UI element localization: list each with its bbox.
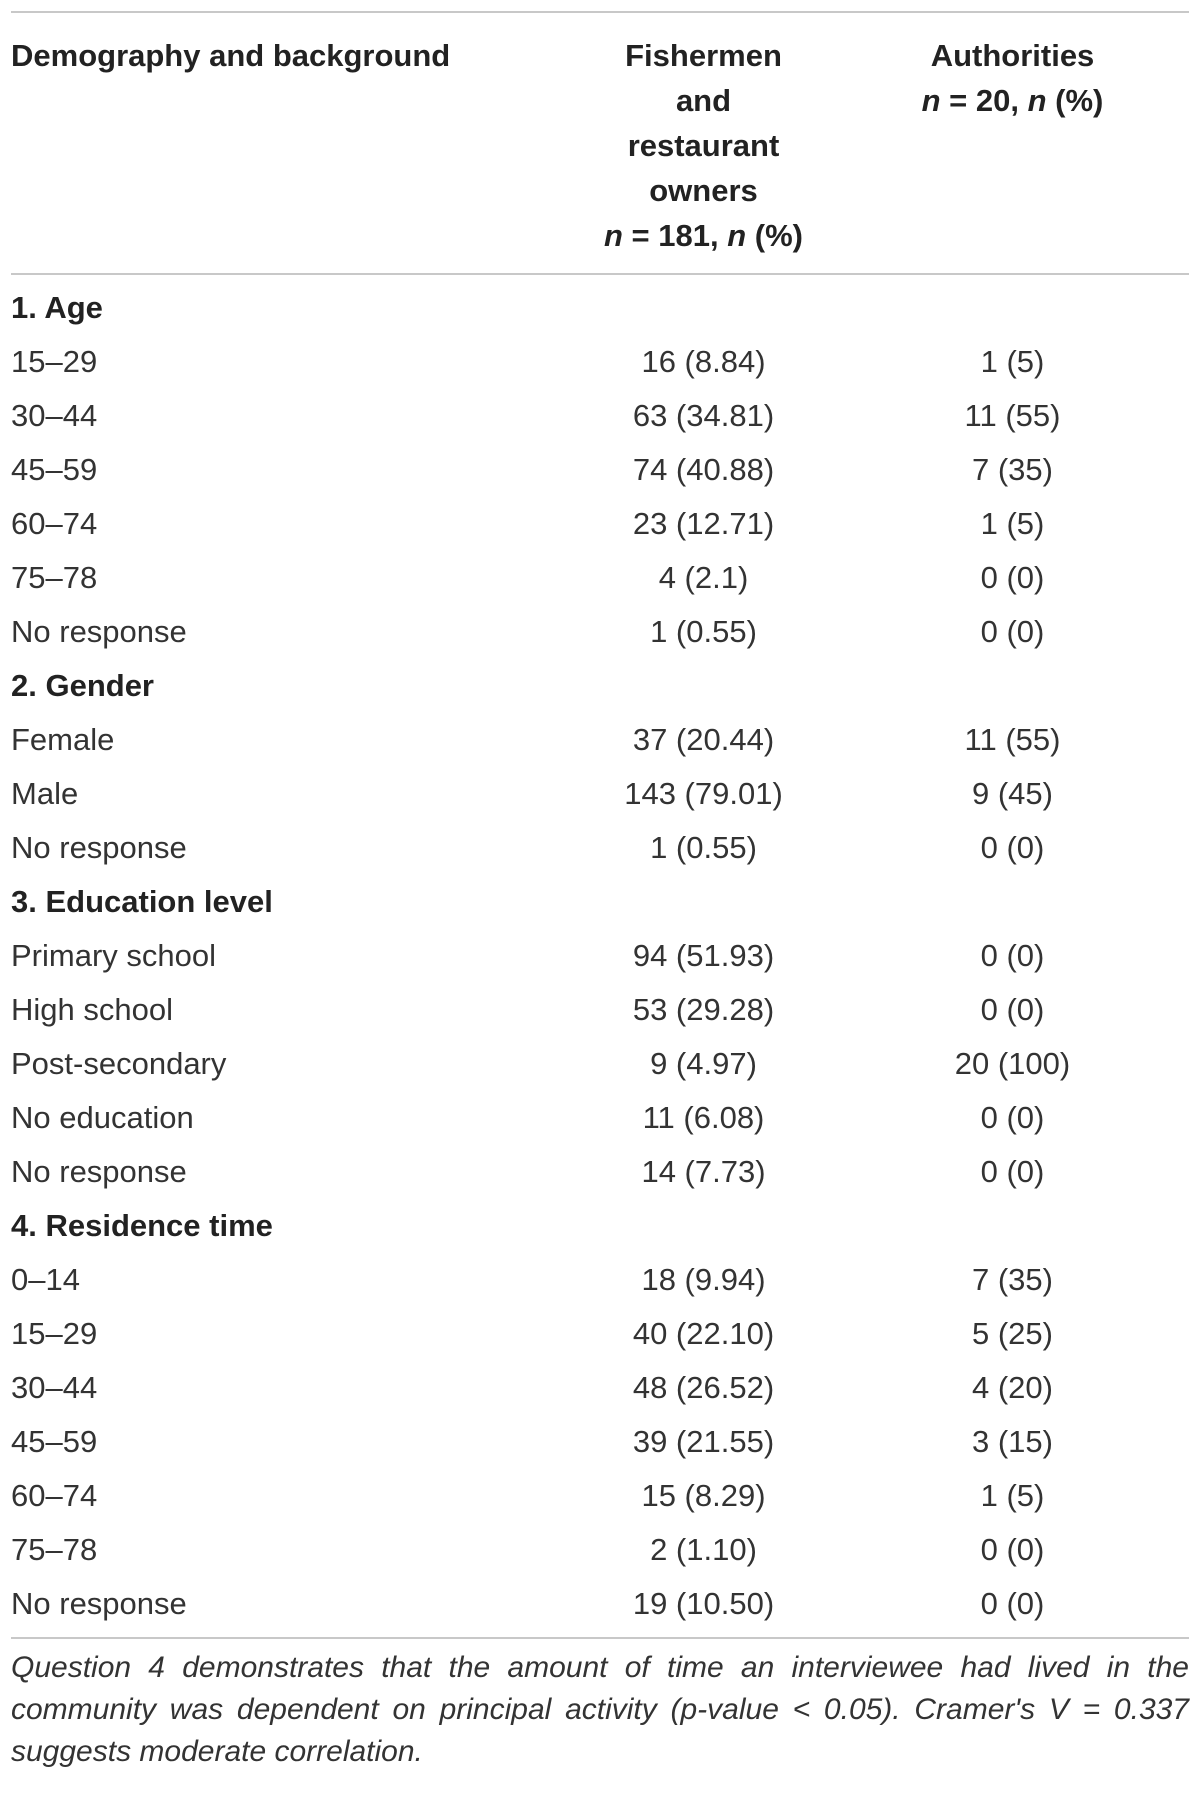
fishermen-value: 48 (26.52) <box>632 1370 775 1405</box>
section-heading <box>11 875 1189 929</box>
authorities-value: 0 (0) <box>980 992 1045 1027</box>
demography-table <box>11 0 1189 1773</box>
header-authorities-n: n = 20, n (%) <box>921 83 1104 118</box>
row-label: No education <box>11 1100 194 1135</box>
table-row <box>11 1577 1189 1631</box>
authorities-value: 5 (25) <box>972 1316 1053 1351</box>
fishermen-value: 4 (2.1) <box>658 560 749 595</box>
header-demography: Demography and background <box>11 38 451 73</box>
fishermen-value: 9 (4.97) <box>650 1046 757 1081</box>
table-row <box>11 821 1189 875</box>
table-row <box>11 389 1189 443</box>
authorities-value: 1 (5) <box>980 506 1045 541</box>
section-title: 2. Gender <box>11 668 154 703</box>
authorities-value: 11 (55) <box>964 398 1061 433</box>
fishermen-value: 23 (12.71) <box>632 506 775 541</box>
table-row <box>11 1091 1189 1145</box>
authorities-value: 0 (0) <box>980 614 1045 649</box>
section-heading <box>11 1199 1189 1253</box>
fishermen-value: 143 (79.01) <box>624 776 783 811</box>
table-row <box>11 443 1189 497</box>
fishermen-value: 15 (8.29) <box>641 1478 766 1513</box>
table-row <box>11 605 1189 659</box>
row-label: 75–78 <box>11 560 98 595</box>
table-row <box>11 713 1189 767</box>
authorities-value: 0 (0) <box>980 938 1045 973</box>
row-label: High school <box>11 992 173 1027</box>
table-row <box>11 767 1189 821</box>
row-label: No response <box>11 1154 187 1189</box>
row-label: 45–59 <box>11 1424 98 1459</box>
table-row <box>11 983 1189 1037</box>
table-bottom-rule <box>11 1637 1189 1639</box>
section-title: 4. Residence time <box>11 1208 273 1243</box>
authorities-value: 20 (100) <box>954 1046 1071 1081</box>
fishermen-value: 63 (34.81) <box>632 398 775 433</box>
header-fishermen-line: Fishermen <box>625 38 782 73</box>
authorities-value: 11 (55) <box>964 722 1061 757</box>
header-fishermen-line: and <box>675 83 732 118</box>
row-label: No response <box>11 830 187 865</box>
header-fishermen <box>571 33 836 273</box>
row-label: Primary school <box>11 938 216 973</box>
authorities-value: 1 (5) <box>980 1478 1045 1513</box>
table-row <box>11 929 1189 983</box>
table-row <box>11 335 1189 389</box>
header-authorities <box>836 33 1189 273</box>
authorities-value: 4 (20) <box>972 1370 1053 1405</box>
fishermen-value: 19 (10.50) <box>632 1586 775 1621</box>
authorities-value: 1 (5) <box>980 344 1045 379</box>
row-label: No response <box>11 614 187 649</box>
row-label: 30–44 <box>11 1370 98 1405</box>
table-header <box>11 13 1189 273</box>
row-label: 15–29 <box>11 344 98 379</box>
table-row <box>11 1523 1189 1577</box>
fishermen-value: 40 (22.10) <box>632 1316 775 1351</box>
row-label: 45–59 <box>11 452 98 487</box>
header-fishermen-line: restaurant <box>627 128 780 163</box>
table-row <box>11 1307 1189 1361</box>
authorities-value: 0 (0) <box>980 830 1045 865</box>
table-body <box>11 275 1189 1631</box>
table-row <box>11 551 1189 605</box>
row-label: 60–74 <box>11 1478 98 1513</box>
table-footnote: Question 4 demonstrates that the amount of time an interviewee had lived in the community was dependent on principal activity (p-value < 0.05). Cramer's V = 0.337 suggests moderate correlation. <box>11 1651 1189 1768</box>
table-row <box>11 1145 1189 1199</box>
authorities-value: 7 (35) <box>972 452 1053 487</box>
fishermen-value: 11 (6.08) <box>642 1100 765 1135</box>
table-row <box>11 497 1189 551</box>
fishermen-value: 16 (8.84) <box>641 344 766 379</box>
authorities-value: 9 (45) <box>972 776 1053 811</box>
authorities-value: 0 (0) <box>980 1586 1045 1621</box>
table-row <box>11 1415 1189 1469</box>
section-title: 1. Age <box>11 290 103 325</box>
fishermen-value: 2 (1.10) <box>650 1532 757 1567</box>
fishermen-value: 74 (40.88) <box>632 452 775 487</box>
row-label: Post-secondary <box>11 1046 227 1081</box>
header-fishermen-n: n = 181, n (%) <box>604 218 803 253</box>
authorities-value: 0 (0) <box>980 1154 1045 1189</box>
section-heading <box>11 659 1189 713</box>
row-label: No response <box>11 1586 187 1621</box>
row-label: 15–29 <box>11 1316 98 1351</box>
fishermen-value: 14 (7.73) <box>641 1154 766 1189</box>
table-row <box>11 1361 1189 1415</box>
header-authorities-line: Authorities <box>930 38 1095 73</box>
fishermen-value: 1 (0.55) <box>650 830 757 865</box>
row-label: Male <box>11 776 79 811</box>
row-label: 0–14 <box>11 1262 80 1297</box>
authorities-value: 7 (35) <box>972 1262 1053 1297</box>
authorities-value: 0 (0) <box>980 1532 1045 1567</box>
authorities-value: 0 (0) <box>980 560 1045 595</box>
fishermen-value: 53 (29.28) <box>632 992 775 1027</box>
row-label: Female <box>11 722 115 757</box>
row-label: 75–78 <box>11 1532 98 1567</box>
fishermen-value: 37 (20.44) <box>632 722 775 757</box>
fishermen-value: 18 (9.94) <box>641 1262 766 1297</box>
header-fishermen-line: owners <box>649 173 758 208</box>
section-title: 3. Education level <box>11 884 273 919</box>
fishermen-value: 1 (0.55) <box>650 614 757 649</box>
section-heading <box>11 281 1189 335</box>
table-row <box>11 1037 1189 1091</box>
authorities-value: 3 (15) <box>972 1424 1053 1459</box>
authorities-value: 0 (0) <box>980 1100 1045 1135</box>
fishermen-value: 39 (21.55) <box>632 1424 775 1459</box>
row-label: 60–74 <box>11 506 98 541</box>
table-row <box>11 1253 1189 1307</box>
table-row <box>11 1469 1189 1523</box>
fishermen-value: 94 (51.93) <box>632 938 775 973</box>
row-label: 30–44 <box>11 398 98 433</box>
